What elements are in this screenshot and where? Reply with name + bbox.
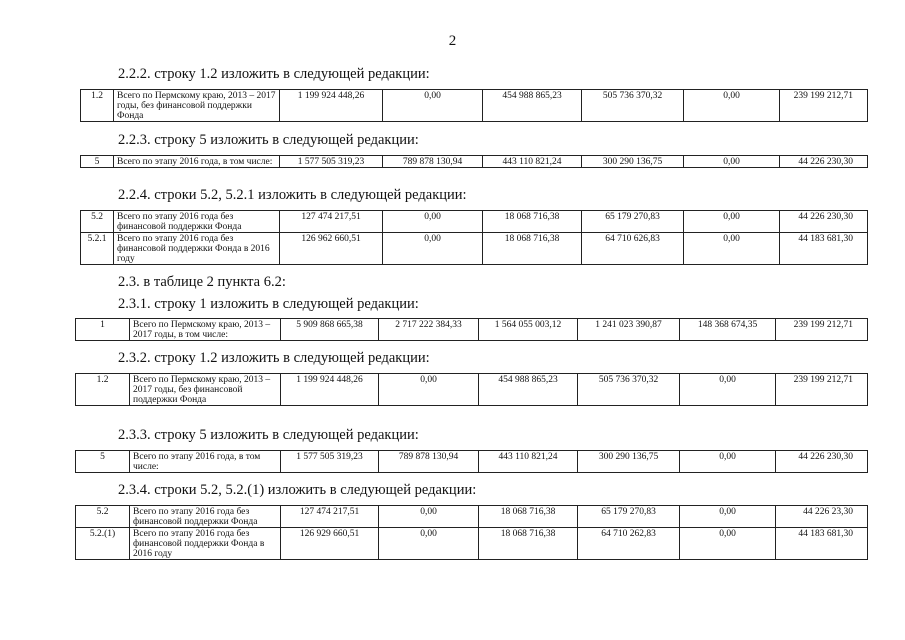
value-cell: 789 878 130,94 [379,451,479,473]
value-cell: 18 068 716,38 [483,233,582,265]
section-heading: 2.3.1. строку 1 изложить в следующей редакции: [118,296,419,312]
table-row [76,506,868,528]
row-number-cell: 5.2 [81,211,114,233]
value-cell: 148 368 674,35 [680,319,776,341]
value-cell: 65 179 270,83 [578,506,680,528]
row-description-cell: Всего по Пермскому краю, 2013 – 2017 годы, в том числе: [130,319,281,341]
value-cell: 0,00 [379,528,479,560]
value-cell: 0,00 [379,506,479,528]
section-heading: 2.3.2. строку 1.2 изложить в следующей редакции: [118,350,430,366]
value-cell: 44 226 230,30 [780,156,868,168]
table-row [76,528,868,560]
value-cell: 0,00 [383,233,483,265]
table-row [76,319,868,341]
row-number-cell: 5.2.1 [81,233,114,265]
value-cell: 0,00 [684,233,780,265]
section-heading: 2.2.4. строки 5.2, 5.2.1 изложить в следующей редакции: [118,187,467,203]
data-table [75,318,868,341]
row-description-cell: Всего по этапу 2016 года, в том числе: [114,156,280,168]
row-description-cell: Всего по этапу 2016 года без финансовой поддержки Фонда [130,506,281,528]
value-cell: 0,00 [383,211,483,233]
table-row [76,451,868,473]
value-cell: 44 183 681,30 [776,528,868,560]
value-cell: 239 199 212,71 [780,90,868,122]
value-cell: 443 110 821,24 [479,451,578,473]
data-table [75,505,868,560]
value-cell: 5 909 868 665,38 [281,319,379,341]
value-cell: 0,00 [680,506,776,528]
table-row [81,90,868,122]
page-number: 2 [448,33,457,49]
row-number-cell: 5.2.(1) [76,528,130,560]
data-table [75,373,868,406]
value-cell: 1 577 505 319,23 [280,156,383,168]
value-cell: 505 736 370,32 [578,374,680,406]
data-table [80,155,868,168]
table-row [81,211,868,233]
value-cell: 44 183 681,30 [780,233,868,265]
value-cell: 18 068 716,38 [479,528,578,560]
value-cell: 0,00 [383,90,483,122]
value-cell: 1 199 924 448,26 [281,374,379,406]
row-description-cell: Всего по этапу 2016 года без финансовой поддержки Фонда [114,211,280,233]
value-cell: 2 717 222 384,33 [379,319,479,341]
data-table [80,89,868,122]
value-cell: 64 710 262,83 [578,528,680,560]
value-cell: 1 241 023 390,87 [578,319,680,341]
value-cell: 789 878 130,94 [383,156,483,168]
section-heading: 2.2.3. строку 5 изложить в следующей редакции: [118,132,419,148]
value-cell: 126 962 660,51 [280,233,383,265]
value-cell: 300 290 136,75 [578,451,680,473]
row-description-cell: Всего по Пермскому краю, 2013 – 2017 годы, без финансовой поддержки Фонда [130,374,281,406]
data-table [80,210,868,265]
row-number-cell: 5.2 [76,506,130,528]
row-description-cell: Всего по Пермскому краю, 2013 – 2017 годы, без финансовой поддержки Фонда [114,90,280,122]
subsection-heading: 2.3. в таблице 2 пункта 6.2: [118,274,286,290]
value-cell: 44 226 230,30 [776,451,868,473]
value-cell: 44 226 23,30 [776,506,868,528]
row-number-cell: 1 [76,319,130,341]
row-number-cell: 1.2 [81,90,114,122]
value-cell: 505 736 370,32 [582,90,684,122]
value-cell: 0,00 [684,156,780,168]
value-cell: 18 068 716,38 [479,506,578,528]
row-number-cell: 5 [76,451,130,473]
value-cell: 239 199 212,71 [776,319,868,341]
table-row [81,156,868,168]
value-cell: 127 474 217,51 [280,211,383,233]
value-cell: 0,00 [684,90,780,122]
value-cell: 454 988 865,23 [483,90,582,122]
value-cell: 0,00 [680,451,776,473]
value-cell: 64 710 626,83 [582,233,684,265]
section-heading: 2.3.4. строки 5.2, 5.2.(1) изложить в следующей редакции: [118,482,477,498]
row-number-cell: 5 [81,156,114,168]
table-row [81,233,868,265]
row-description-cell: Всего по этапу 2016 года без финансовой поддержки Фонда в 2016 году [114,233,280,265]
value-cell: 300 290 136,75 [582,156,684,168]
value-cell: 44 226 230,30 [780,211,868,233]
value-cell: 443 110 821,24 [483,156,582,168]
value-cell: 0,00 [684,211,780,233]
row-description-cell: Всего по этапу 2016 года, в том числе: [130,451,281,473]
section-heading: 2.3.3. строку 5 изложить в следующей редакции: [118,427,419,443]
row-number-cell: 1.2 [76,374,130,406]
data-table [75,450,868,473]
value-cell: 18 068 716,38 [483,211,582,233]
value-cell: 454 988 865,23 [479,374,578,406]
value-cell: 1 564 055 003,12 [479,319,578,341]
row-description-cell: Всего по этапу 2016 года без финансовой поддержки Фонда в 2016 году [130,528,281,560]
value-cell: 126 929 660,51 [281,528,379,560]
section-heading: 2.2.2. строку 1.2 изложить в следующей редакции: [118,66,430,82]
value-cell: 0,00 [680,374,776,406]
table-row [76,374,868,406]
value-cell: 1 199 924 448,26 [280,90,383,122]
value-cell: 1 577 505 319,23 [281,451,379,473]
value-cell: 0,00 [379,374,479,406]
value-cell: 0,00 [680,528,776,560]
value-cell: 239 199 212,71 [776,374,868,406]
value-cell: 127 474 217,51 [281,506,379,528]
value-cell: 65 179 270,83 [582,211,684,233]
